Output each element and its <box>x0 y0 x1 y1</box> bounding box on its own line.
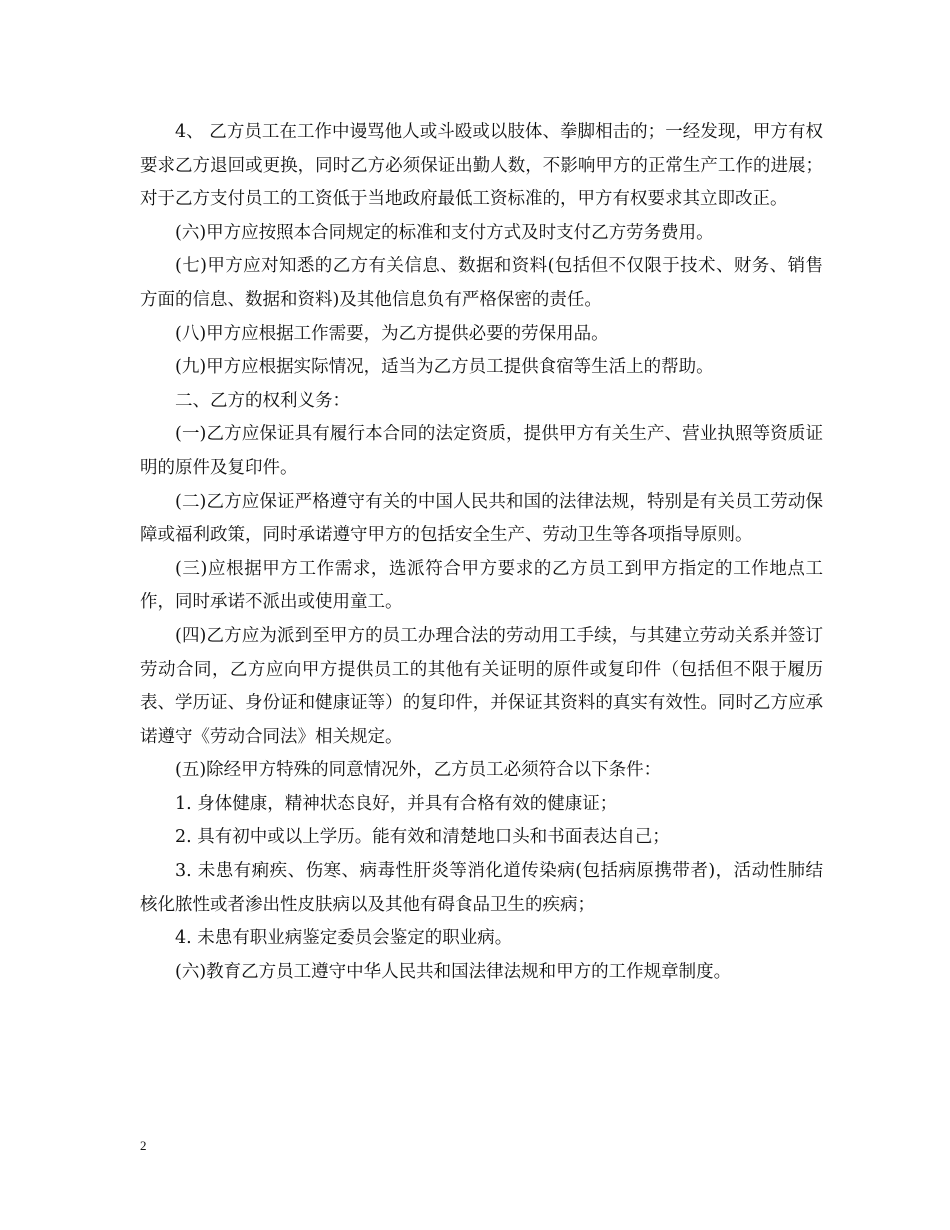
paragraph-9-accommodation: (九)甲方应根据实际情况，适当为乙方员工提供食宿等生活上的帮助。 <box>175 357 714 378</box>
paragraph-7-confidentiality: (七)甲方应对知悉的乙方有关信息、数据和资料(包括但不仅限于技术、财务、销售方面的信息、数据和资料)及其他信息负有严格保密的责任。 <box>140 256 823 310</box>
paragraph-8-protective-gear: (八)甲方应根据工作需要，为乙方提供必要的劳保用品。 <box>175 323 609 344</box>
paragraph-b4-labor-contract: (四)乙方应为派到至甲方的员工办理合法的劳动用工手续，与其建立劳动关系并签订劳动合同，乙方应向甲方提供员工的其他有关证明的原件或复印件（包括但不限于履历表、学历证、身份证和健康证等）的复印件，并保证其资料的真实有效性。同时乙方应承诺遵守《劳动合同法》相关规定。 <box>140 625 823 747</box>
condition-item-2: 2. 具有初中或以上学历。能有效和清楚地口头和书面表达自己； <box>175 827 670 848</box>
paragraph-b3-staff-dispatch: (三)应根据甲方工作需求，选派符合甲方要求的乙方员工到甲方指定的工作地点工作，同时承诺不派出或使用童工。 <box>140 558 823 613</box>
condition-item-3: 3. 未患有痢疾、伤寒、病毒性肝炎等消化道传染病(包括病原携带者)，活动性肺结核化脓性或者渗出性皮肤病以及其他有碍食品卫生的疾病； <box>140 861 823 915</box>
paragraph-b2-legal-compliance: (二)乙方应保证严格遵守有关的中国人民共和国的法律法规，特别是有关员工劳动保障或福利政策，同时承诺遵守甲方的包括安全生产、劳动卫生等各项指导原则。 <box>140 491 823 546</box>
section-heading-party-b-rights: 二、乙方的权利义务： <box>175 390 350 411</box>
paragraph-4-misconduct: 4、 乙方员工在工作中谩骂他人或斗殴或以肢体、拳脚相击的；一经发现，甲方有权要求乙方退回或更换，同时乙方必须保证出勤人数，不影响甲方的正常生产工作的进展；对于乙方支付员工的工资低于当地政府最低工资标准的，甲方有权要求其立即改正。 <box>140 122 823 210</box>
condition-item-4: 4. 未患有职业病鉴定委员会鉴定的职业病。 <box>175 928 513 949</box>
page-number: 2 <box>140 1138 147 1153</box>
paragraph-b1-qualification: (一)乙方应保证具有履行本合同的法定资质，提供甲方有关生产、营业执照等资质证明的原件及复印件。 <box>140 424 823 478</box>
condition-item-1: 1. 身体健康，精神状态良好，并具有合格有效的健康证； <box>175 793 618 814</box>
document-body <box>140 116 823 989</box>
paragraph-b5-conditions: (五)除经甲方特殊的同意情况外，乙方员工必须符合以下条件： <box>175 760 662 781</box>
paragraph-6-payment: (六)甲方应按照本合同规定的标准和支付方式及时支付乙方劳务费用。 <box>175 222 714 243</box>
paragraph-b6-education: (六)教育乙方员工遵守中华人民共和国法律法规和甲方的工作规章制度。 <box>175 961 732 982</box>
